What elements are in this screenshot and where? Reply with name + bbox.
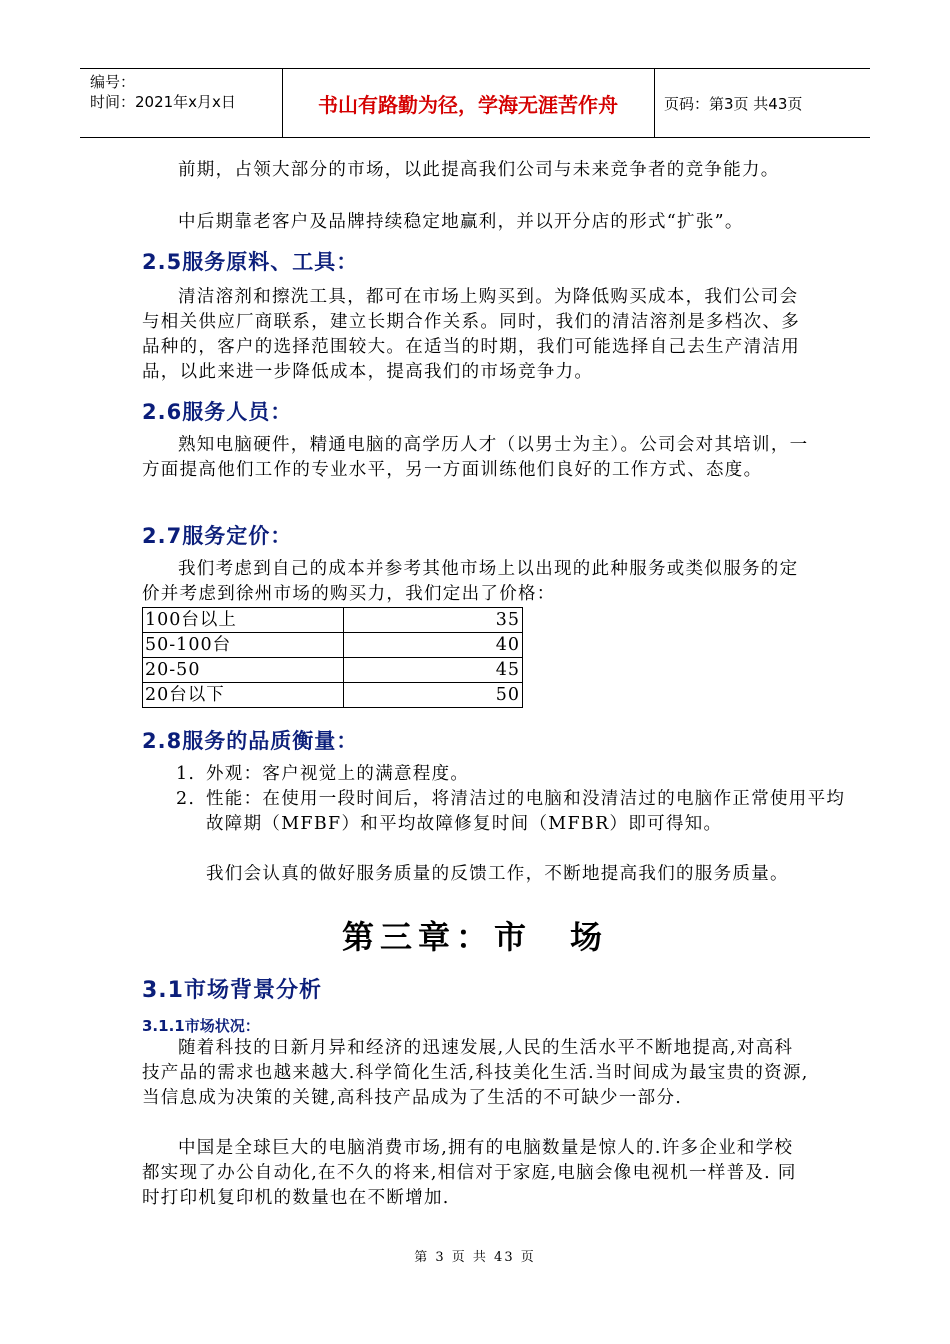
price-table xyxy=(142,607,523,708)
section-2-6-heading: 2.6服务人员： xyxy=(142,400,293,424)
table-row xyxy=(143,658,523,683)
table-row xyxy=(143,683,523,708)
price-value-cell: 45 xyxy=(344,658,523,683)
price-range-cell: 100台以上 xyxy=(143,608,344,633)
chapter-title: 第三章：市 场 xyxy=(341,918,608,956)
section-3-1-1-heading: 3.1.1市场状况： xyxy=(142,1017,260,1035)
header-page-cell xyxy=(654,69,870,137)
header-motto: 书山有路勤为径，学海无涯苦作舟 xyxy=(318,93,618,117)
section-2-7-body: 我们考虑到自己的成本并参考其他市场上以出现的此种服务或类似服务的定价并考虑到徐州市场的购买力，我们定出了价格： xyxy=(142,559,799,604)
header-page-label: 页码：第3页 共43页 xyxy=(664,95,803,113)
section-3-1-1-paragraph-2: 中国是全球巨大的电脑消费市场,拥有的电脑数量是惊人的.许多企业和学校都实现了办公自动化,在不久的将来,相信对于家庭,电脑会像电视机一样普及. 同时打印机复印机的数量也在不断增加. xyxy=(142,1138,797,1208)
table-row xyxy=(143,608,523,633)
list-item-text: 外观：客户视觉上的满意程度。 xyxy=(206,764,470,784)
price-range-cell: 50-100台 xyxy=(143,633,344,658)
section-2-6-body: 熟知电脑硬件，精通电脑的高学历人才（以男士为主）。公司会对其培训，一方面提高他们工作的专业水平，另一方面训练他们良好的工作方式、态度。 xyxy=(142,435,809,480)
intro-paragraph-2: 中后期靠老客户及品牌持续稳定地赢利，并以开分店的形式“扩张”。 xyxy=(178,212,744,232)
list-item xyxy=(176,787,846,837)
price-value-cell: 50 xyxy=(344,683,523,708)
header-number-label: 编号： xyxy=(90,73,136,91)
page-header xyxy=(80,68,870,138)
price-range-cell: 20台以下 xyxy=(143,683,344,708)
list-item-number: 1. xyxy=(176,764,196,784)
page-footer: 第 3 页 共 43 页 xyxy=(414,1250,536,1265)
list-item xyxy=(176,762,469,787)
price-range-cell: 20-50 xyxy=(143,658,344,683)
price-value-cell: 35 xyxy=(344,608,523,633)
list-item-number: 2. xyxy=(176,789,196,809)
section-3-1-1-paragraph-1: 随着科技的日新月异和经济的迅速发展,人民的生活水平不断地提高,对高科技产品的需求也越来越大.科学简化生活,科技美化生活.当时间成为最宝贵的资源,当信息成为决策的关键,高科技产品成为了生活的不可缺少一部分. xyxy=(142,1038,809,1108)
section-2-5-heading: 2.5服务原料、工具： xyxy=(142,250,359,274)
section-2-5-body: 清洁溶剂和擦洗工具，都可在市场上购买到。为降低购买成本，我们公司会与相关供应厂商联系，建立长期合作关系。同时，我们的清洁溶剂是多档次、多品种的，客户的选择范围较大。在适当的时期，我们可能选择自己去生产清洁用品，以此来进一步降低成本，提高我们的市场竞争力。 xyxy=(142,287,800,382)
section-3-1-heading: 3.1市场背景分析 xyxy=(142,978,322,1003)
section-2-8-heading: 2.8服务的品质衡量： xyxy=(142,729,359,753)
table-row xyxy=(143,633,523,658)
section-2-8-continuation: 我们会认真的做好服务质量的反馈工作，不断地提高我们的服务质量。 xyxy=(206,864,789,884)
price-value-cell: 40 xyxy=(344,633,523,658)
header-motto-cell xyxy=(282,69,655,137)
intro-paragraph-1: 前期，占领大部分的市场，以此提高我们公司与未来竞争者的竞争能力。 xyxy=(178,160,780,180)
section-2-7-heading: 2.7服务定价： xyxy=(142,524,293,548)
header-date-label: 时间：2021年x月x日 xyxy=(90,93,236,111)
header-left-cell xyxy=(80,69,283,137)
list-item-text: 性能：在使用一段时间后，将清洁过的电脑和没清洁过的电脑作正常使用平均故障期（MFBF）和平均故障修复时间（MFBR）即可得知。 xyxy=(206,789,846,834)
